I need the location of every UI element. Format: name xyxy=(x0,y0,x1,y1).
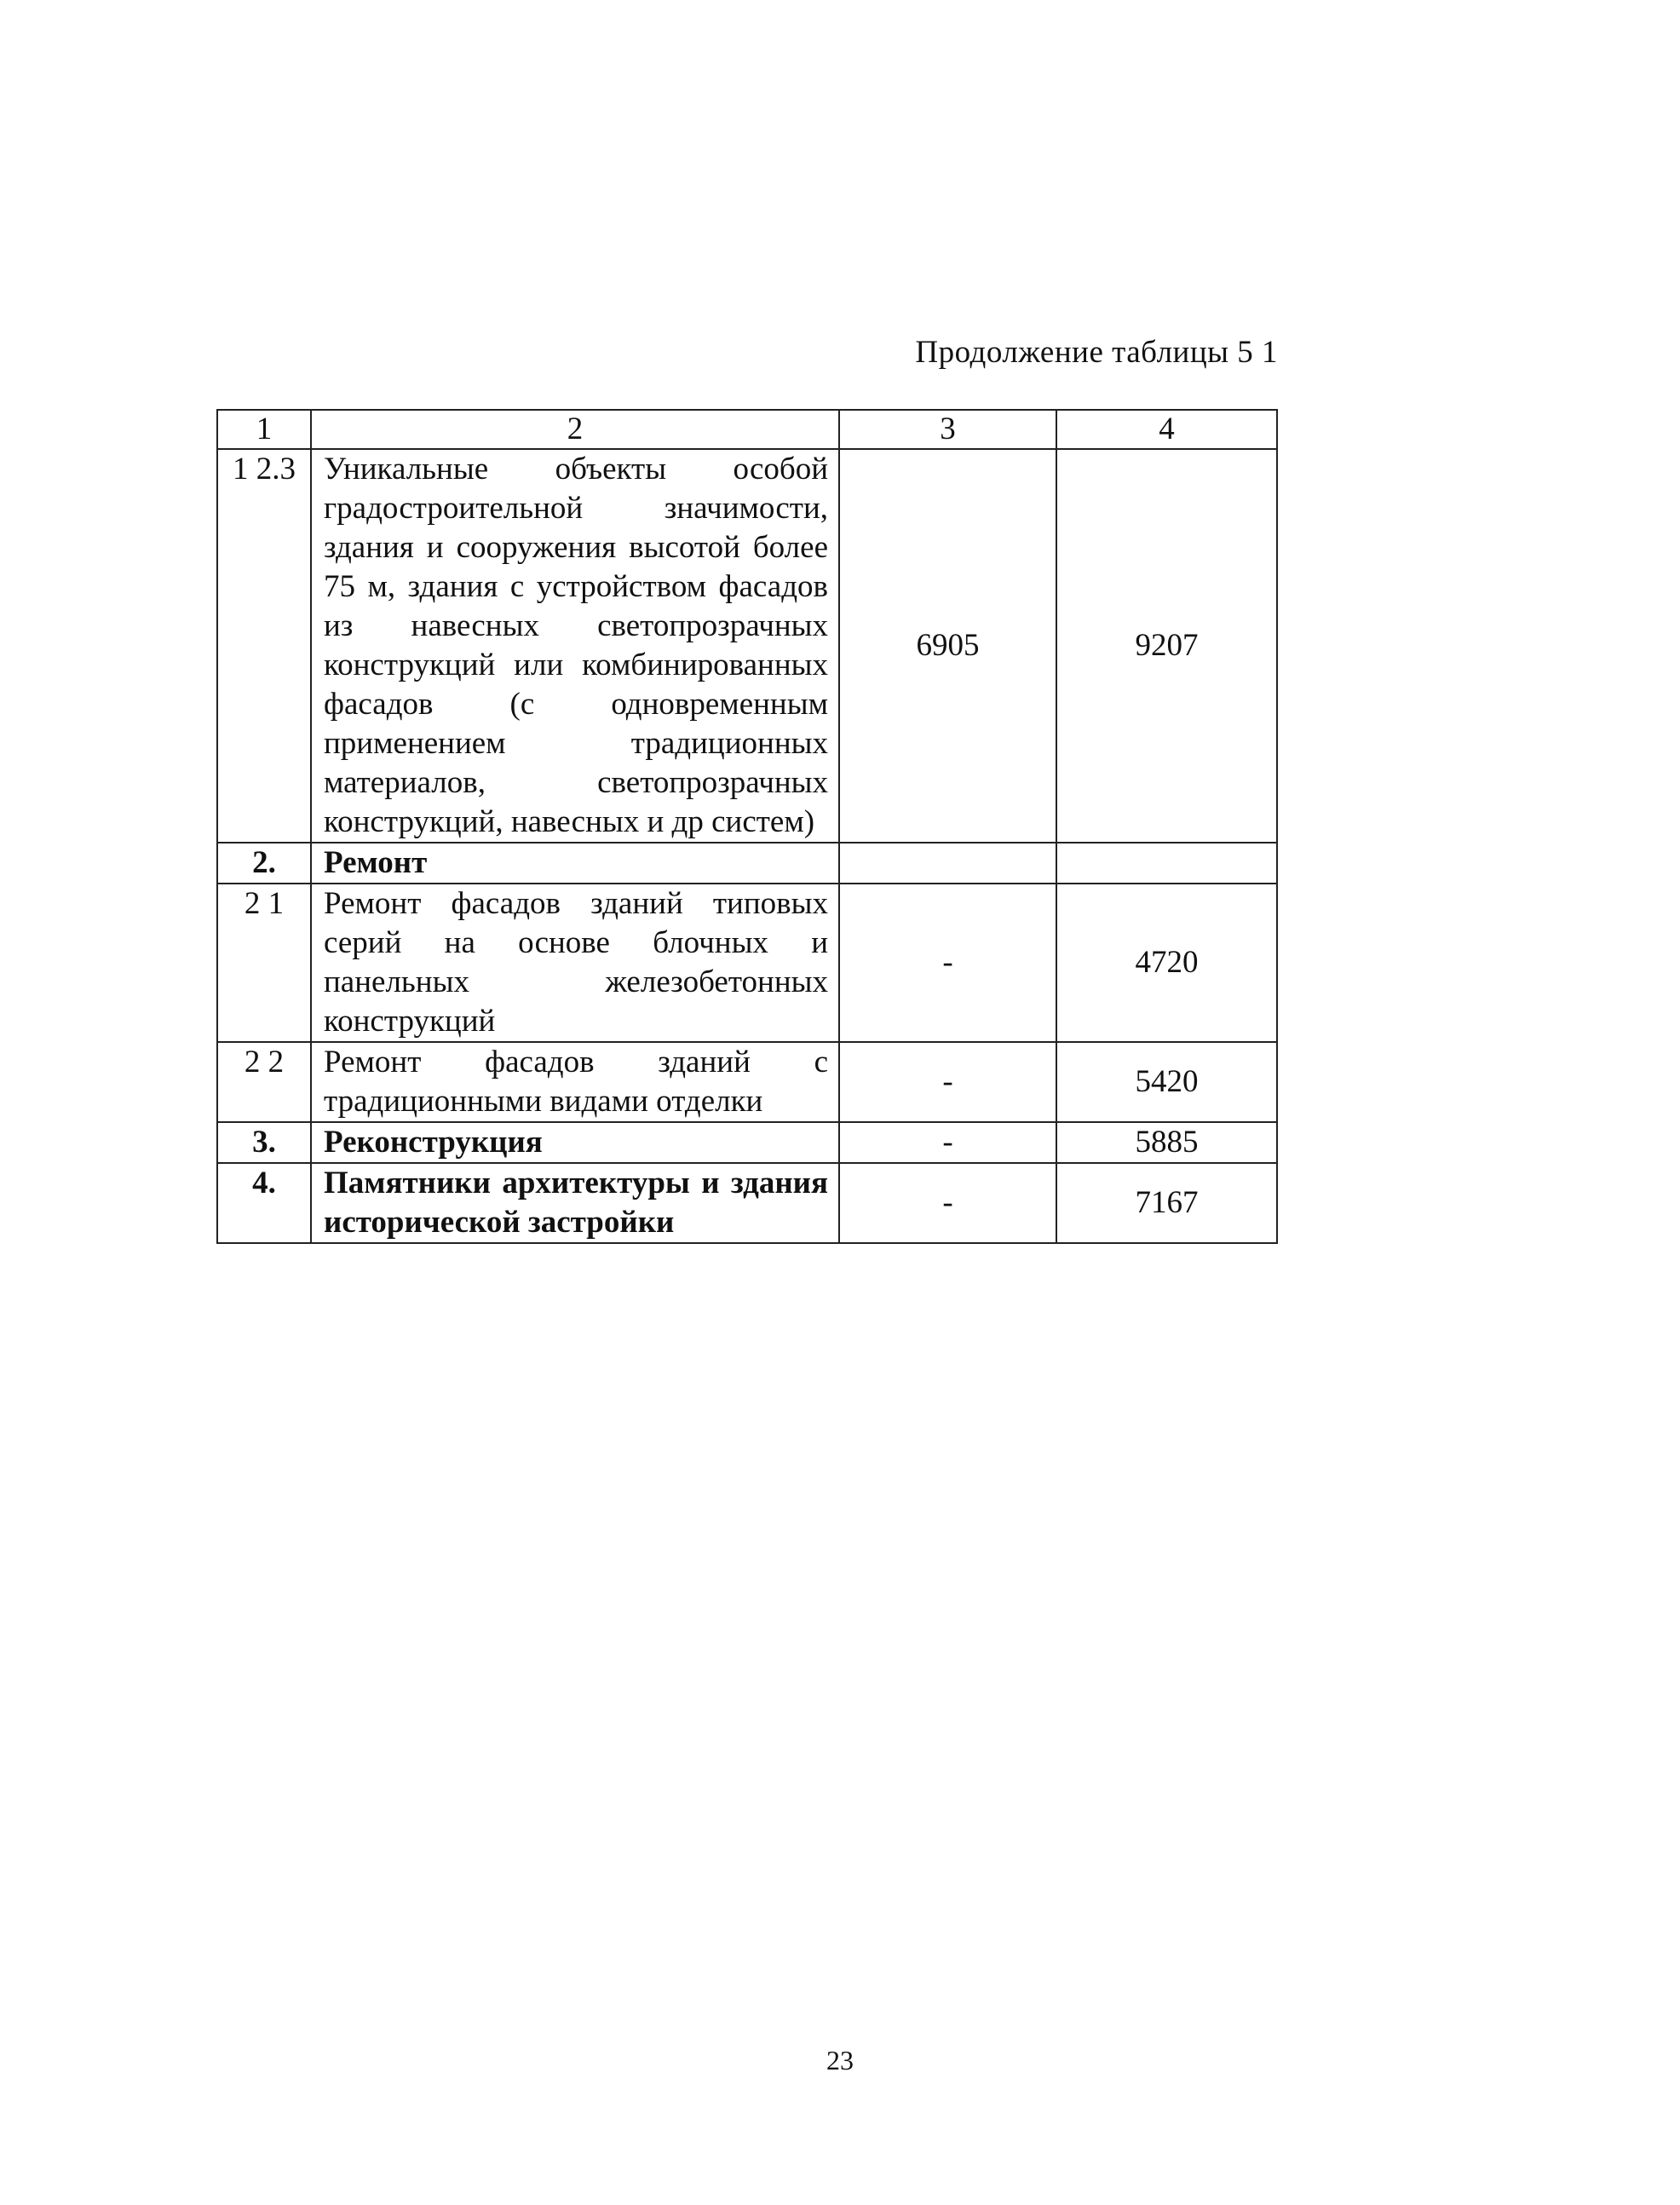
row-value-col3: - xyxy=(839,1042,1056,1122)
table-row xyxy=(217,1163,1277,1243)
table-row xyxy=(217,449,1277,843)
row-value-col3 xyxy=(839,843,1056,884)
header-cell: 1 xyxy=(217,410,311,449)
row-number: 2 2 xyxy=(217,1042,311,1122)
row-value-col3: - xyxy=(839,884,1056,1042)
header-cell: 2 xyxy=(311,410,839,449)
header-cell: 4 xyxy=(1056,410,1277,449)
row-value-col4: 5420 xyxy=(1056,1042,1277,1122)
row-value-col3: 6905 xyxy=(839,449,1056,843)
row-value-col3: - xyxy=(839,1122,1056,1163)
row-description: Памятники архитектуры и здания исторической застройки xyxy=(311,1163,839,1243)
row-value-col4: 7167 xyxy=(1056,1163,1277,1243)
row-description: Ремонт xyxy=(311,843,839,884)
row-number: 4. xyxy=(217,1163,311,1243)
table-row xyxy=(217,843,1277,884)
row-value-col4: 4720 xyxy=(1056,884,1277,1042)
table-caption: Продолжение таблицы 5 1 xyxy=(915,335,1278,370)
header-cell: 3 xyxy=(839,410,1056,449)
table-row xyxy=(217,1042,1277,1122)
row-description: Ремонт фасадов зданий типовых серий на основе блочных и панельных железобетонных конструкций xyxy=(311,884,839,1042)
table-row xyxy=(217,1122,1277,1163)
row-value-col4: 5885 xyxy=(1056,1122,1277,1163)
row-value-col4 xyxy=(1056,843,1277,884)
row-number: 2 1 xyxy=(217,884,311,1042)
data-table xyxy=(216,409,1278,1244)
row-description: Уникальные объекты особой градостроительной значимости, здания и сооружения высотой более 75 м, здания с устройством фасадов из навесных светопрозрачных конструкций или комбинированных фасадов (с одновременным применением традиционных материалов, светопрозрачных конструкций, навесных и др систем) xyxy=(311,449,839,843)
row-number: 1 2.3 xyxy=(217,449,311,843)
row-number: 3. xyxy=(217,1122,311,1163)
row-description: Реконструкция xyxy=(311,1122,839,1163)
page-number: 23 xyxy=(826,2045,854,2075)
table-row xyxy=(217,884,1277,1042)
row-description: Ремонт фасадов зданий с традиционными видами отделки xyxy=(311,1042,839,1122)
row-value-col4: 9207 xyxy=(1056,449,1277,843)
table-header-row xyxy=(217,410,1277,449)
row-value-col3: - xyxy=(839,1163,1056,1243)
row-number: 2. xyxy=(217,843,311,884)
